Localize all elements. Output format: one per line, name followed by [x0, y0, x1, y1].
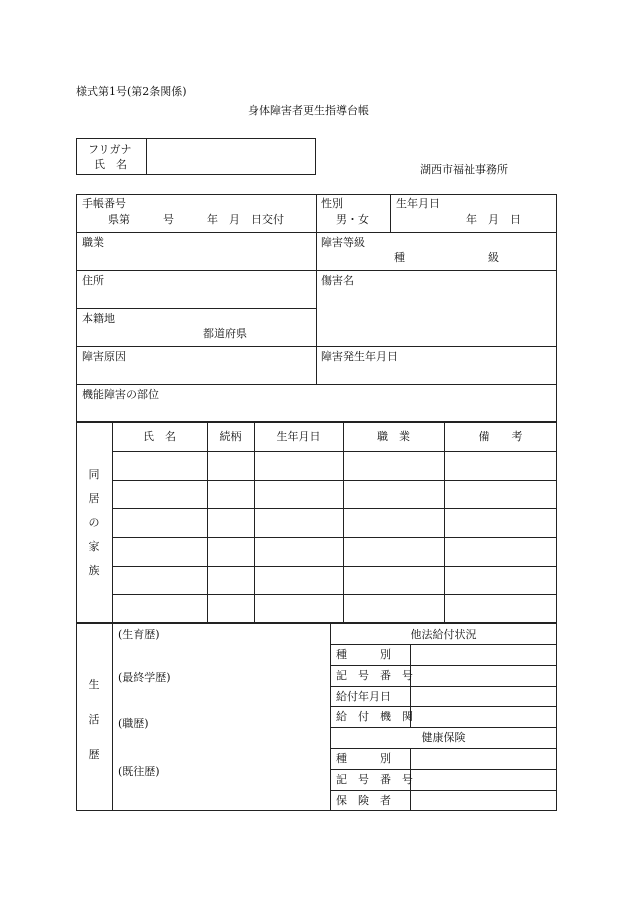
divider [112, 623, 113, 811]
grade-kind: 種 [394, 251, 405, 264]
history-side-label-char: 生 [88, 678, 100, 691]
benefits-header: 他法給付状況 [410, 628, 477, 641]
address-label: 住所 [82, 274, 104, 287]
onset-date-label: 障害発生年月日 [321, 350, 398, 363]
divider [330, 727, 557, 728]
family-side-label-char: 居 [88, 492, 100, 505]
family-side-label-char: の [88, 516, 100, 529]
history-side-label-char: 歴 [88, 748, 100, 761]
family-col-remarks: 備 考 [478, 430, 523, 443]
handbook-label: 手帳番号 [82, 197, 126, 210]
family-cell[interactable] [254, 451, 343, 480]
family-cell[interactable] [444, 537, 557, 566]
family-cell[interactable] [343, 480, 444, 508]
family-col-birthdate: 生年月日 [276, 430, 321, 443]
family-cell[interactable] [444, 566, 557, 594]
insurance-number-label: 記 号 番 号 [336, 773, 413, 786]
family-cell[interactable] [343, 451, 444, 480]
family-cell[interactable] [444, 480, 557, 508]
document-title: 身体障害者更生指導台帳 [248, 104, 369, 117]
family-cell[interactable] [254, 480, 343, 508]
divider [390, 194, 391, 232]
family-side-label-char: 族 [88, 564, 100, 577]
family-col-occupation: 職 業 [377, 430, 410, 443]
family-side-label-char: 家 [88, 540, 100, 553]
divider [330, 623, 331, 811]
furigana-label: フリガナ [88, 143, 132, 156]
divider [316, 194, 317, 384]
family-cell[interactable] [254, 537, 343, 566]
family-cell[interactable] [254, 508, 343, 537]
name-label: 氏 名 [94, 158, 127, 171]
history-item-upbringing: (生育歴) [118, 628, 160, 641]
divider [330, 769, 557, 770]
birth-label: 生年月日 [396, 197, 440, 210]
divider [330, 686, 557, 687]
family-cell[interactable] [343, 508, 444, 537]
handbook-number-field[interactable]: 県第 号 年 月 日交付 [108, 213, 284, 226]
family-cell[interactable] [112, 480, 207, 508]
insurance-header: 健康保険 [421, 731, 466, 744]
divider [330, 706, 557, 707]
registered-domicile-label: 本籍地 [82, 312, 115, 325]
divider [330, 665, 557, 666]
family-col-relation: 続柄 [219, 430, 242, 443]
family-cell[interactable] [254, 594, 343, 623]
benefits-date-label: 給付年月日 [336, 690, 391, 703]
function-site-label: 機能障害の部位 [82, 388, 159, 401]
birth-date-field[interactable]: 年 月 日 [466, 213, 521, 226]
benefits-kind-label: 種 別 [336, 648, 391, 661]
divider [146, 138, 147, 175]
family-cell[interactable] [444, 451, 557, 480]
prefecture-suffix: 都道府県 [203, 327, 247, 340]
history-item-education: (最終学歴) [118, 671, 171, 684]
family-cell[interactable] [444, 508, 557, 537]
disability-grade-label: 障害等級 [321, 236, 365, 249]
family-col-name: 氏 名 [143, 430, 176, 443]
family-cell[interactable] [207, 480, 254, 508]
cause-label: 障害原因 [82, 350, 126, 363]
family-cell[interactable] [207, 508, 254, 537]
injury-label: 傷害名 [321, 274, 354, 287]
divider [76, 308, 316, 309]
family-cell[interactable] [207, 537, 254, 566]
divider [76, 384, 557, 385]
history-item-medical: (既往歴) [118, 765, 160, 778]
insurance-kind-label: 種 別 [336, 752, 391, 765]
family-cell[interactable] [207, 451, 254, 480]
family-cell[interactable] [343, 594, 444, 623]
form-number: 様式第1号(第2条関係) [76, 85, 187, 98]
gender-field[interactable]: 男・女 [336, 213, 369, 226]
family-cell[interactable] [112, 537, 207, 566]
family-cell[interactable] [112, 594, 207, 623]
family-cell[interactable] [112, 508, 207, 537]
family-side-label-char: 同 [88, 468, 100, 481]
family-cell[interactable] [207, 566, 254, 594]
benefits-number-label: 記 号 番 号 [336, 669, 413, 682]
history-side-label-char: 活 [88, 713, 100, 726]
family-cell[interactable] [254, 566, 343, 594]
gender-label: 性別 [321, 197, 343, 210]
family-cell[interactable] [112, 451, 207, 480]
history-item-work: (職歴) [118, 717, 149, 730]
office-name: 湖西市福祉事務所 [420, 163, 508, 176]
family-cell[interactable] [343, 566, 444, 594]
family-cell[interactable] [444, 594, 557, 623]
family-cell[interactable] [207, 594, 254, 623]
divider [330, 748, 557, 749]
grade-level: 級 [488, 251, 499, 264]
divider [330, 644, 557, 645]
benefits-agency-label: 給 付 機 関 [336, 710, 413, 723]
family-cell[interactable] [343, 537, 444, 566]
insurer-label: 保 険 者 [336, 794, 391, 807]
divider [330, 790, 557, 791]
occupation-label: 職業 [82, 236, 104, 249]
family-cell[interactable] [112, 566, 207, 594]
